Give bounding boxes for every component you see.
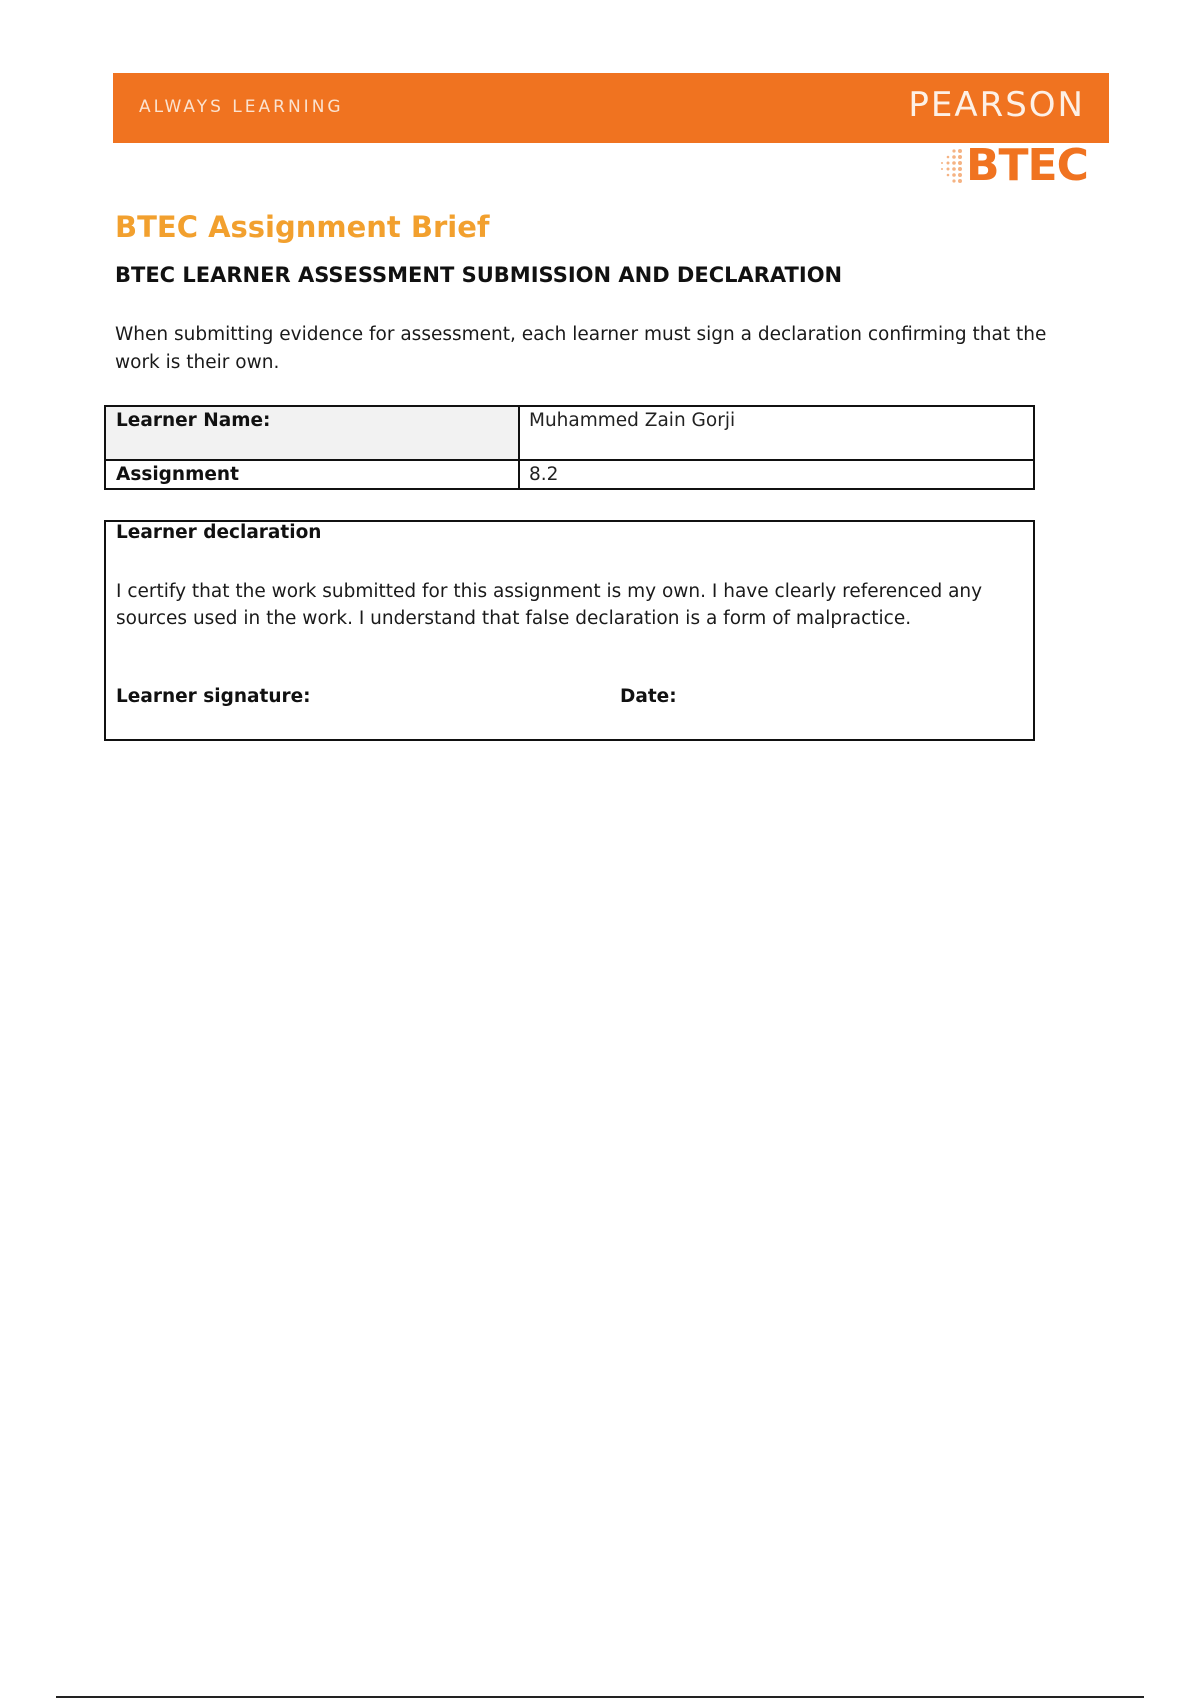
intro-paragraph: When submitting evidence for assessment, each learner must sign a declaration confirming that the work is their own.: [115, 324, 1047, 373]
assignment-label: Assignment: [106, 461, 520, 490]
document-subtitle: BTEC LEARNER ASSESSMENT SUBMISSION AND DECLARATION: [115, 263, 843, 287]
signature-label: Learner signature:: [116, 686, 311, 707]
btec-dots-icon: [940, 148, 964, 188]
table-row-learner-name: [106, 407, 1033, 461]
learner-name-label: Learner Name:: [106, 407, 520, 459]
btec-logo: [940, 142, 1100, 198]
declaration-text: I certify that the work submitted for this assignment is my own. I have clearly referenced any sources used in the work. I understand that false declaration is a form of malpractice.: [116, 581, 983, 629]
btec-wordmark: BTEC: [966, 140, 1088, 191]
assignment-value[interactable]: 8.2: [529, 464, 559, 485]
document-title: BTEC Assignment Brief: [115, 210, 490, 244]
declaration-heading: Learner declaration: [116, 522, 322, 543]
pearson-logo: PEARSON: [908, 85, 1085, 125]
learner-declaration-box: [104, 520, 1035, 741]
date-label: Date:: [620, 686, 677, 707]
footer-rule: [56, 1696, 1144, 1698]
header-bar: [113, 73, 1109, 143]
learner-info-table: [104, 405, 1035, 490]
tagline: ALWAYS LEARNING: [139, 97, 344, 117]
learner-name-value[interactable]: Muhammed Zain Gorji: [529, 410, 736, 431]
table-row-assignment: [106, 461, 1033, 490]
